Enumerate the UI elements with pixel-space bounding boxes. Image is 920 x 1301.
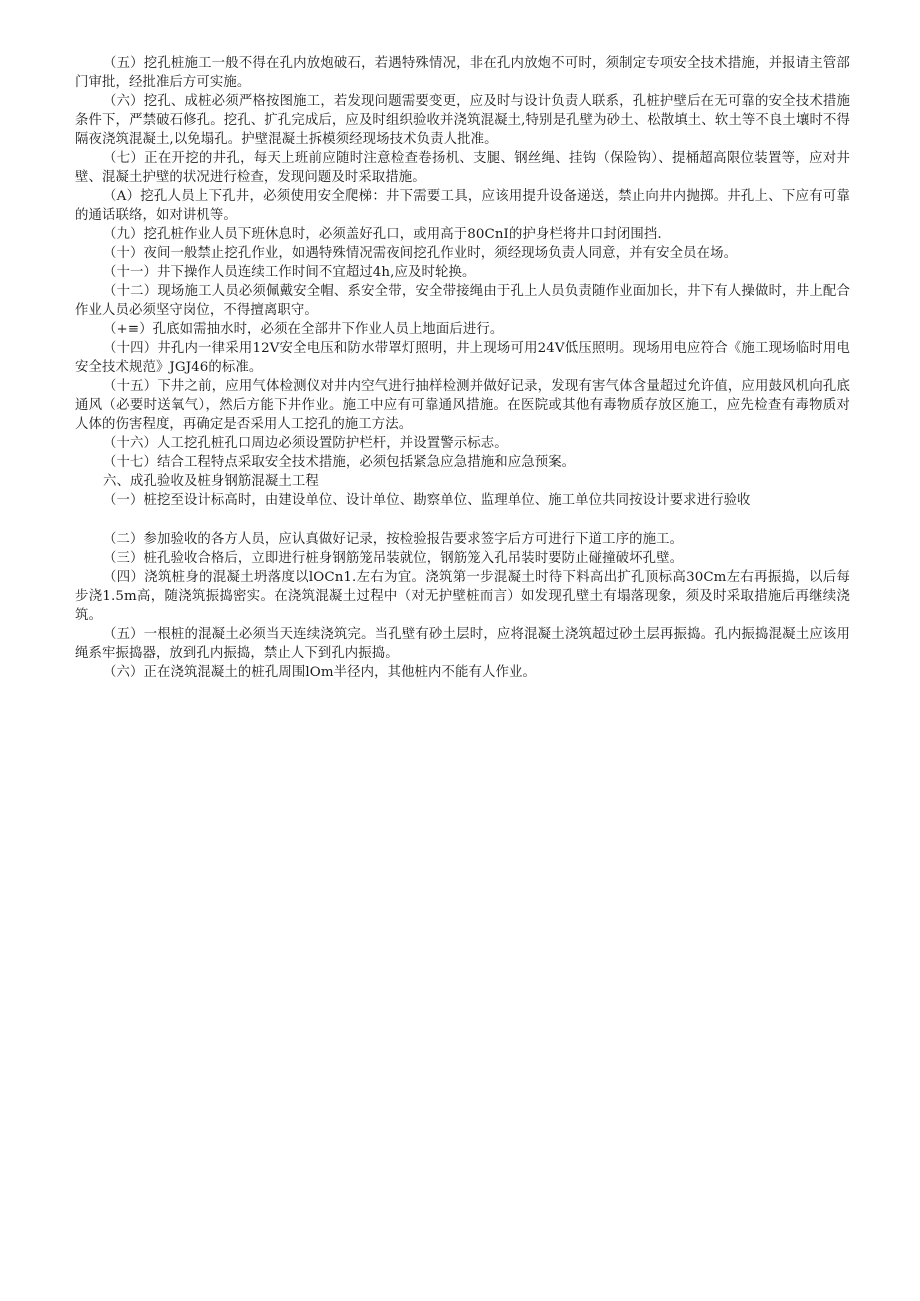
paragraph: （三）桩孔验收合格后，立即进行桩身钢筋笼吊装就位，钢筋笼入孔吊装时要防止碰撞破坏孔壁。 xyxy=(103,551,684,566)
paragraph: （十四）井孔内一律采用12V安全电压和防水带罩灯照明，井上现场可用24V低压照明。现场用电应符合《施工现场临时用电安全技术规范》JGJ46的标准。 xyxy=(75,341,850,375)
paragraph: （九）挖孔桩作业人员下班休息时，必须盖好孔口，或用高于80CnI的护身栏将井口封闭围挡. xyxy=(103,227,662,242)
paragraph: （一）桩挖至设计标高时，由建设单位、设计单位、勘察单位、监理单位、施工单位共同按设计要求进行验收 xyxy=(103,493,751,508)
section-heading: 六、成孔验收及桩身钢筋混凝土工程 xyxy=(103,474,319,489)
paragraph: （五）一根桩的混凝土必须当天连续浇筑完。当孔壁有砂土层时，应将混凝土浇筑超过砂土层再振捣。孔内振捣混凝土应该用绳系牢振捣器，放到孔内振捣，禁止人下到孔内振捣。 xyxy=(75,627,850,661)
paragraph: （十五）下井之前，应用气体检测仪对井内空气进行抽样检测并做好记录，发现有害气体含量超过允许值，应用鼓风机向孔底通风（必要时送氧气），然后方能下井作业。施工中应有可靠通风措施。在医院或其他有毒物质存放区施工，应先检查有毒物质对人体的伤害程度，再确定是否采用人工挖孔的施工方法。 xyxy=(75,379,850,432)
paragraph: （十一）井下操作人员连续工作时间不宜超过4h,应及时轮换。 xyxy=(103,265,476,280)
paragraph: （十七）结合工程特点采取安全技术措施，必须包括紧急应急措施和应急预案。 xyxy=(103,455,576,470)
paragraph: （十）夜间一般禁止挖孔作业，如遇特殊情况需夜间挖孔作业时，须经现场负责人同意，并有安全员在场。 xyxy=(103,246,738,261)
paragraph: （十六）人工挖孔桩孔口周边必须设置防护栏杆，并设置警示标志。 xyxy=(103,436,508,451)
paragraph: （五）挖孔桩施工一般不得在孔内放炮破石，若遇特殊情况，非在孔内放炮不可时，须制定专项安全技术措施，并报请主管部门审批，经批准后方可实施。 xyxy=(75,56,850,90)
paragraph: （六）正在浇筑混凝土的桩孔周围lOm半径内，其他桩内不能有人作业。 xyxy=(103,665,536,680)
paragraph: （+≡）孔底如需抽水时，必须在全部井下作业人员上地面后进行。 xyxy=(103,322,504,337)
paragraph: （四）浇筑桩身的混凝土坍落度以lOCn1.左右为宜。浇筑第一步混凝土时待下料高出扩孔顶标高30Cm左右再振捣，以后每步浇1.5m高，随浇筑振捣密实。在浇筑混凝土过程中（对无护壁桩而言）如发现孔壁土有塌落现象，须及时采取措施后再继续浇筑。 xyxy=(75,570,850,623)
document-body xyxy=(75,54,850,682)
paragraph: （六）挖孔、成桩必须严格按图施工，若发现问题需要变更，应及时与设计负责人联系，孔桩护壁后在无可靠的安全技术措施条件下，严禁破石修孔。挖孔、扩孔完成后，应及时组织验收并浇筑混凝土,特别是孔壁为砂土、松散填土、软土等不良土壤时不得隔夜浇筑混凝土,以免塌孔。护壁混凝土拆模须经现场技术负责人批准。 xyxy=(75,94,850,147)
paragraph: （十二）现场施工人员必须佩戴安全帽、系安全带，安全带接绳由于孔上人员负责随作业面加长，井下有人操做时，井上配合作业人员必须坚守岗位，不得擅离职守。 xyxy=(75,284,850,318)
paragraph: （A）挖孔人员上下孔井，必须使用安全爬梯：井下需要工具，应该用提升设备递送，禁止向井内抛掷。井孔上、下应有可靠的通话联络，如对讲机等。 xyxy=(75,189,850,223)
blank-line xyxy=(75,510,850,530)
paragraph: （七）正在开挖的井孔，每天上班前应随时注意检查卷扬机、支腿、钢丝绳、挂钩（保险钩）、提桶超高限位装置等，应对井壁、混凝土护壁的状况进行检查，发现问题及时采取措施。 xyxy=(75,151,850,185)
paragraph: （二）参加验收的各方人员，应认真做好记录，按检验报告要求签字后方可进行下道工序的施工。 xyxy=(103,532,684,547)
